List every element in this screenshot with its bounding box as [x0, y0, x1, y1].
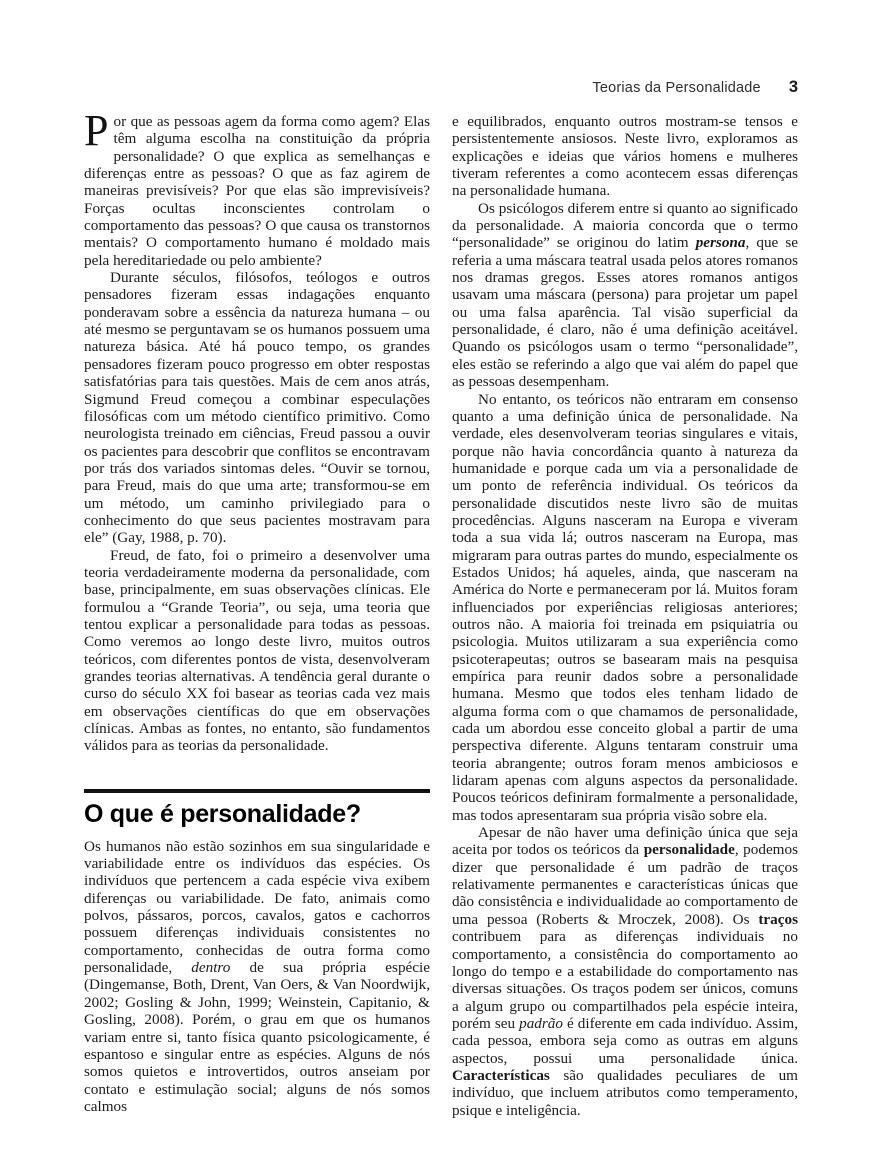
running-head [452, 78, 798, 97]
left-column [84, 106, 430, 1115]
paragraph: Os psicólogos diferem entre si quanto ao significado da personalidade. A maioria concorda que o termo “personalidade” se originou do latim persona, que se referia a uma máscara teatral usada pelos atores romanos nos dramas gregos. Esses atores romanos antigos usavam uma máscara (persona) para projetar um papel ou uma falsa aparência. Tal visão superficial da personalidade, é claro, não é uma definição aceitável. Quando os psicólogos usam o termo “personalidade”, eles estão se referindo a algo que vai além do papel que as pessoas desempenham. [452, 199, 798, 391]
paragraph: No entanto, os teóricos não entraram em consenso quanto a uma definição única de personalidade. Na verdade, eles desenvolveram teorias singulares e vitais, porque não havia concordância quanto à natureza da humanidade e porque cada um via a personalidade de um ponto de referência individual. Os teóricos da personalidade discutidos neste livro são de muitas procedências. Alguns nasceram na Europa e viveram toda a sua vida lá; outros nasceram na Europa, mas migraram para outras partes do mundo, especialmente os Estados Unidos; há aqueles, ainda, que nasceram na América do Norte e permaneceram por lá. Muitos foram influenciados por experiências religiosas anteriores; outros não. A maioria foi treinada em psiquiatria ou psicologia. Muitos utilizaram a sua experiência como psicoterapeutas; outros se basearam mais na pesquisa empírica para reunir dados sobre a personalidade humana. Mesmo que todos eles tenham lidado de alguma forma com o que chamamos de personalidade, cada um abordou esse conceito global a partir de uma perspectiva diferente. Alguns tentaram construir uma teoria abrangente; outros foram menos ambiciosos e lidaram apenas com alguns aspectos da personalidade. Poucos teóricos definiram formalmente a personalidade, mas todos apresentaram sua própria visão sobre ela. [452, 390, 798, 824]
paragraph: Os humanos não estão sozinhos em sua singularidade e variabilidade entre os indivíduos das espécies. Os indivíduos que pertencem a cada espécie viva exibem diferenças ou variabilidade. De fato, animais como polvos, pássaros, porcos, cavalos, gatos e cachorros possuem diferenças individuais consistentes no comportamento, conhecidas de outra forma como personalidade, dentro de sua própria espécie (Dingemanse, Both, Drent, Van Oers, & Van Noordwijk, 2002; Gosling & John, 1999; Weinstein, Capitanio, & Gosling, 2008). Porém, o grau em que os humanos variam entre si, tanto física quanto psicologicamente, é espantoso e singular entre as espécies. Alguns de nós somos quietos e introvertidos, outros anseiam por contato e estimulação social; alguns de nós somos calmos [84, 837, 430, 1115]
section-heading-block [84, 789, 430, 829]
drop-cap: P [84, 106, 109, 155]
page-number: 3 [788, 78, 798, 96]
paragraph: Durante séculos, filósofos, teólogos e outros pensadores fizeram essas indagações enquanto ponderavam sobre a essência da natureza humana – ou até mesmo se perguntavam se os humanos possuem uma natureza básica. Até há pouco tempo, os grandes pensadores fizeram pouco progresso em obter respostas satisfatórias para tais questões. Mais de cem anos atrás, Sigmund Freud começou a combinar especulações filosóficas com um método científico primitivo. Como neurologista treinado em ciências, Freud passou a ouvir os pacientes para descobrir que conflitos se encontravam por trás dos variados sintomas deles. “Ouvir se tornou, para Freud, mais do que uma arte; transformou-se em um método, um caminho privilegiado para o conhecimento do que seus pacientes mostravam para ele” (Gay, 1988, p. 70). [84, 269, 430, 547]
paragraph: Apesar de não haver uma definição única que seja aceita por todos os teóricos da personalidade, podemos dizer que personalidade é um padrão de traços relativamente permanentes e características únicas que dão consistência e individualidade ao comportamento de uma pessoa (Roberts & Mroczek, 2008). Os traços contribuem para as diferenças individuais no comportamento, a consistência do comportamento ao longo do tempo e a estabilidade do comportamento nas diversas situações. Os traços podem ser únicos, comuns a algum grupo ou compartilhados pela espécie inteira, porém seu padrão é diferente em cada indivíduo. Assim, cada pessoa, embora seja como as outras em alguns aspectos, possui uma personalidade única. Características são qualidades peculiares de um indivíduo, que incluem atributos como temperamento, psique e inteligência. [452, 824, 798, 1119]
left-column-bottom-paragraphs [84, 838, 430, 1116]
paragraph: Por que as pessoas agem da forma como agem? Elas têm alguma escolha na constituição da própria personalidade? O que explica as semelhanças e diferenças entre as pessoas? O que as faz agirem de maneiras previsíveis? Por que elas são imprevisíveis? Forças ocultas inconscientes controlam o comportamento das pessoas? O que causa os transtornos mentais? O comportamento humano é moldado mais pela hereditariedade ou pelo ambiente? [84, 106, 430, 269]
paragraph: e equilibrados, enquanto outros mostram-se tensos e persistentemente ansiosos. Neste livro, exploramos as explicações e ideias que vários homens e mulheres tiveram referentes a como acontecem essas diferenças na personalidade humana. [452, 113, 798, 200]
right-column-paragraphs [452, 113, 798, 1119]
section-heading: O que é personalidade? [84, 799, 361, 828]
paragraph: Freud, de fato, foi o primeiro a desenvolver uma teoria verdadeiramente moderna da personalidade, com base, principalmente, em suas observações clínicas. Ele formulou a “Grande Teoria”, ou seja, uma teoria que tentou explicar a personalidade para todas as pessoas. Como veremos ao longo deste livro, muitos outros teóricos, com diferentes pontos de vista, desenvolveram grandes teorias alternativas. A tendência geral durante o curso do século XX foi basear as teorias cada vez mais em observações científicas do que em observações clínicas. Ambas as fontes, no entanto, são fundamentos válidos para as teorias da personalidade. [84, 546, 430, 755]
left-column-top-paragraphs [84, 106, 430, 755]
running-head-title: Teorias da Personalidade [592, 80, 761, 96]
right-column [452, 113, 798, 1119]
